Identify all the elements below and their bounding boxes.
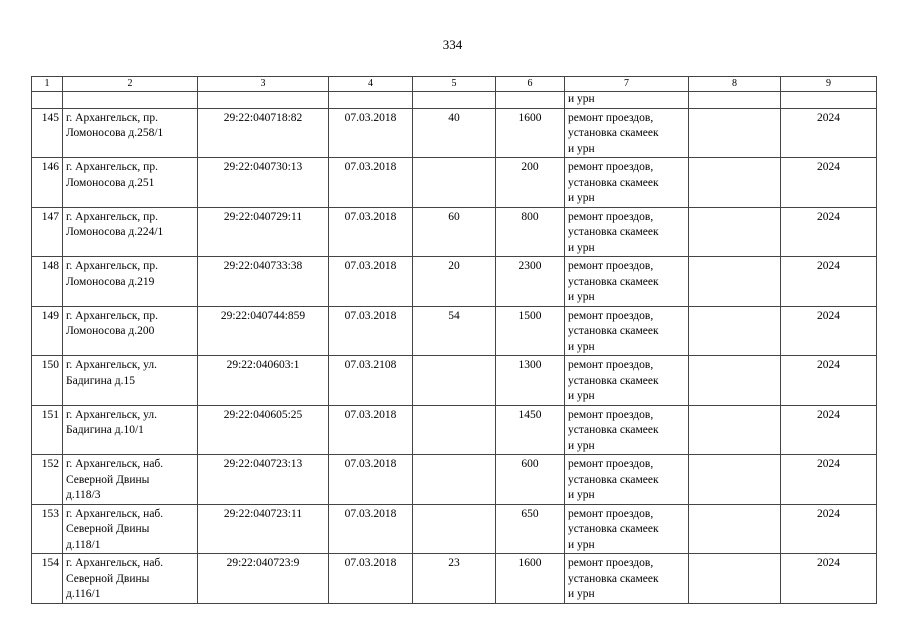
address-line: г. Архангельск, наб. <box>66 458 164 470</box>
column-8-cell <box>689 405 781 455</box>
date-cell: 07.03.2018 <box>329 257 413 307</box>
date-cell: 07.03.2018 <box>329 207 413 257</box>
work-description-line: ремонт проездов, <box>568 210 654 223</box>
address-line: г. Архангельск, пр. <box>66 161 158 173</box>
address-line: г. Архангельск, пр. <box>66 309 158 322</box>
work-description-line: ремонт проездов, <box>568 557 654 569</box>
column-5-cell: 60 <box>413 207 496 257</box>
work-description-cell <box>565 554 689 604</box>
table-row <box>32 108 877 158</box>
work-description-line: ремонт проездов, <box>568 359 654 371</box>
column-8-cell <box>689 306 781 356</box>
address-line: Северной Двины <box>66 473 150 486</box>
work-description-line: установка скамеек <box>568 127 659 139</box>
address-line: г. Архангельск, пр. <box>66 210 158 223</box>
work-description-line: установка скамеек <box>568 424 659 436</box>
address-line: д.118/1 <box>66 538 101 551</box>
column-header-9: 9 <box>781 77 877 92</box>
work-description-line: ремонт проездов, <box>568 507 654 520</box>
address-cell <box>63 554 198 604</box>
address-line: Бадигина д.10/1 <box>66 424 144 436</box>
year-cell: 2024 <box>781 108 877 158</box>
work-description-line: и урн <box>568 142 595 155</box>
table-row <box>32 158 877 208</box>
year-cell: 2024 <box>781 356 877 406</box>
table-row <box>32 455 877 505</box>
column-5-cell: 23 <box>413 554 496 604</box>
page-number: 334 <box>442 37 463 52</box>
work-description-line: установка скамеек <box>568 572 659 585</box>
address-line: Северной Двины <box>66 523 150 535</box>
work-description-line: и урн <box>568 390 595 402</box>
column-6-cell: 1450 <box>496 405 565 455</box>
work-description-line: и урн <box>568 538 595 551</box>
column-6-cell: 650 <box>496 504 565 554</box>
address-line: Ломоносова д.219 <box>66 275 155 288</box>
date-cell: 07.03.2018 <box>329 504 413 554</box>
work-description-line: установка скамеек <box>568 325 659 337</box>
address-line: Ломоносова д.251 <box>66 176 155 189</box>
column-5-cell: 40 <box>413 108 496 158</box>
work-description-cell <box>565 356 689 406</box>
address-line: г. Архангельск, наб. <box>66 507 164 520</box>
work-description-line: установка скамеек <box>568 226 659 238</box>
date-cell: 07.03.2018 <box>329 108 413 158</box>
column-6-cell: 600 <box>496 455 565 505</box>
date-cell: 07.03.2018 <box>329 158 413 208</box>
year-cell: 2024 <box>781 405 877 455</box>
date-cell: 07.03.2018 <box>329 405 413 455</box>
work-description-line: и урн <box>568 291 595 303</box>
row-number-cell: 148 <box>32 257 63 307</box>
cadastral-number-cell: 29:22:040723:11 <box>198 504 329 554</box>
year-cell: 2024 <box>781 306 877 356</box>
address-cell <box>63 158 198 208</box>
column-header-5: 5 <box>413 77 496 92</box>
year-cell: 2024 <box>781 455 877 505</box>
work-description-line: ремонт проездов, <box>568 458 654 470</box>
work-description-cell <box>565 158 689 208</box>
column-header-6: 6 <box>496 77 565 92</box>
address-line: г. Архангельск, ул. <box>66 408 158 421</box>
row-number-cell: 150 <box>32 356 63 406</box>
work-description-cell <box>565 455 689 505</box>
date-cell: 07.03.2018 <box>329 455 413 505</box>
column-5-cell <box>413 504 496 554</box>
column-header-7: 7 <box>565 77 689 92</box>
work-description-line: установка скамеек <box>568 374 659 387</box>
year-cell: 2024 <box>781 158 877 208</box>
column-8-cell <box>689 257 781 307</box>
row-number-cell: 154 <box>32 554 63 604</box>
row-number-cell: 152 <box>32 455 63 505</box>
work-description-line: установка скамеек <box>568 473 659 486</box>
cadastral-number-cell: 29:22:040733:38 <box>198 257 329 307</box>
address-line: г. Архангельск, ул. <box>66 359 158 371</box>
address-line: Ломоносова д.200 <box>66 325 155 337</box>
year-cell: 2024 <box>781 504 877 554</box>
column-8-cell <box>689 108 781 158</box>
address-line: д.116/1 <box>66 588 101 600</box>
date-cell: 07.03.2018 <box>329 554 413 604</box>
table-row <box>32 207 877 257</box>
column-5-cell <box>413 158 496 208</box>
address-line: г. Архангельск, пр. <box>66 111 158 124</box>
work-description-line: установка скамеек <box>568 523 659 535</box>
date-cell: 07.03.2018 <box>329 306 413 356</box>
work-description-cell <box>565 306 689 356</box>
table-row <box>32 554 877 604</box>
address-cell <box>63 405 198 455</box>
continuation-row <box>32 92 877 109</box>
column-6-cell: 2300 <box>496 257 565 307</box>
row-number-cell: 147 <box>32 207 63 257</box>
work-description-line: ремонт проездов, <box>568 408 654 421</box>
column-8-cell <box>689 504 781 554</box>
cadastral-number-cell: 29:22:040730:13 <box>198 158 329 208</box>
work-description-cell <box>565 108 689 158</box>
column-5-cell <box>413 405 496 455</box>
data-table <box>31 76 877 604</box>
address-line: Ломоносова д.224/1 <box>66 226 164 238</box>
address-line: Ломоносова д.258/1 <box>66 127 164 139</box>
continuation-work-cell: и урн <box>565 92 689 109</box>
column-6-cell: 200 <box>496 158 565 208</box>
table-row <box>32 405 877 455</box>
column-5-cell <box>413 455 496 505</box>
column-header-8: 8 <box>689 77 781 92</box>
address-line: Бадигина д.15 <box>66 374 135 387</box>
column-6-cell: 800 <box>496 207 565 257</box>
row-number-cell: 151 <box>32 405 63 455</box>
address-cell <box>63 504 198 554</box>
address-cell <box>63 356 198 406</box>
work-description-line: и урн <box>568 192 595 204</box>
work-description-line: установка скамеек <box>568 176 659 189</box>
table-row <box>32 257 877 307</box>
work-description-line: ремонт проездов, <box>568 161 654 173</box>
column-6-cell: 1500 <box>496 306 565 356</box>
address-cell <box>63 306 198 356</box>
row-number-cell: 149 <box>32 306 63 356</box>
work-description-line: и урн <box>568 489 595 501</box>
address-line: г. Архангельск, пр. <box>66 260 158 272</box>
address-line: г. Архангельск, наб. <box>66 557 164 569</box>
column-8-cell <box>689 207 781 257</box>
cadastral-number-cell: 29:22:040718:82 <box>198 108 329 158</box>
table-row <box>32 306 877 356</box>
address-cell <box>63 207 198 257</box>
work-description-cell <box>565 207 689 257</box>
work-description-line: ремонт проездов, <box>568 111 654 124</box>
address-cell <box>63 257 198 307</box>
column-5-cell: 54 <box>413 306 496 356</box>
work-description-line: и урн <box>568 588 595 600</box>
column-8-cell <box>689 554 781 604</box>
work-description-line: и урн <box>568 241 595 254</box>
cadastral-number-cell: 29:22:040744:859 <box>198 306 329 356</box>
work-description-cell <box>565 257 689 307</box>
work-description-cell <box>565 504 689 554</box>
header-row <box>32 77 877 92</box>
year-cell: 2024 <box>781 257 877 307</box>
cadastral-number-cell: 29:22:040723:9 <box>198 554 329 604</box>
table-row <box>32 504 877 554</box>
column-header-2: 2 <box>63 77 198 92</box>
address-line: д.118/3 <box>66 489 101 501</box>
work-description-line: и урн <box>568 439 595 452</box>
year-cell: 2024 <box>781 554 877 604</box>
work-description-cell <box>565 405 689 455</box>
work-description-line: и урн <box>568 340 595 353</box>
cadastral-number-cell: 29:22:040603:1 <box>198 356 329 406</box>
cadastral-number-cell: 29:22:040723:13 <box>198 455 329 505</box>
column-8-cell <box>689 356 781 406</box>
column-header-1: 1 <box>32 77 63 92</box>
column-5-cell: 20 <box>413 257 496 307</box>
cadastral-number-cell: 29:22:040605:25 <box>198 405 329 455</box>
row-number-cell: 145 <box>32 108 63 158</box>
row-number-cell: 146 <box>32 158 63 208</box>
address-cell <box>63 108 198 158</box>
year-cell: 2024 <box>781 207 877 257</box>
table-row <box>32 356 877 406</box>
work-description-line: ремонт проездов, <box>568 260 654 272</box>
row-number-cell: 153 <box>32 504 63 554</box>
column-6-cell: 1600 <box>496 108 565 158</box>
address-line: Северной Двины <box>66 572 150 585</box>
address-cell <box>63 455 198 505</box>
cadastral-number-cell: 29:22:040729:11 <box>198 207 329 257</box>
column-6-cell: 1600 <box>496 554 565 604</box>
column-header-3: 3 <box>198 77 329 92</box>
work-description-line: установка скамеек <box>568 275 659 288</box>
column-8-cell <box>689 158 781 208</box>
column-header-4: 4 <box>329 77 413 92</box>
work-description-line: ремонт проездов, <box>568 309 654 322</box>
date-cell: 07.03.2108 <box>329 356 413 406</box>
column-8-cell <box>689 455 781 505</box>
column-5-cell <box>413 356 496 406</box>
column-6-cell: 1300 <box>496 356 565 406</box>
